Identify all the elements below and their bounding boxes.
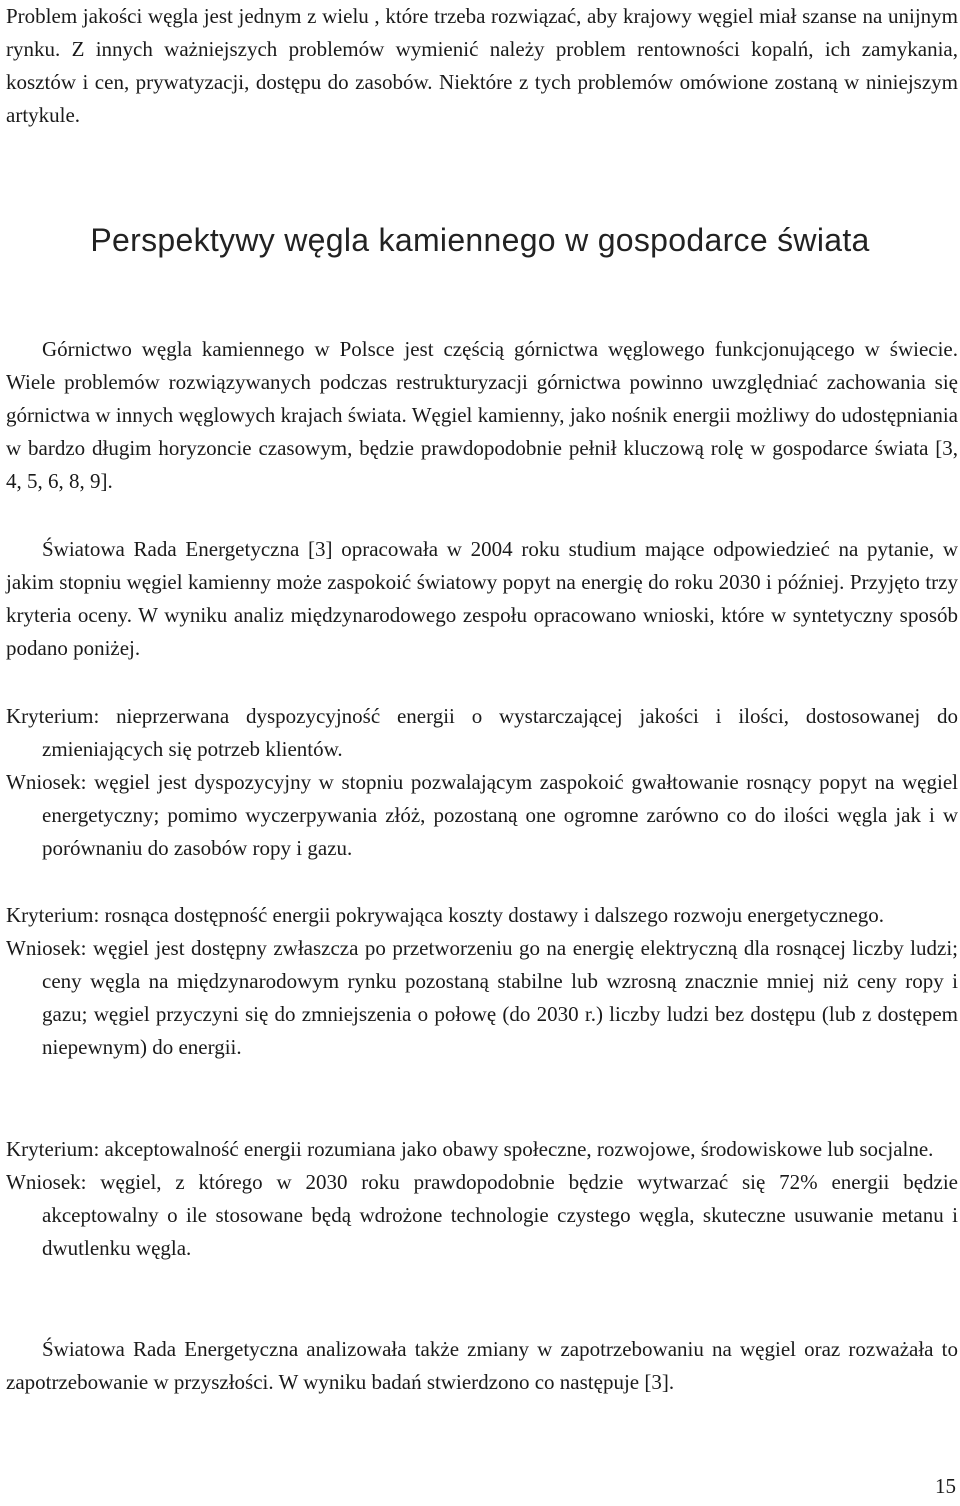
criterion-block-1 [6, 700, 958, 865]
page-number: 15 [935, 1474, 956, 1498]
intro-paragraph: Problem jakości węgla jest jednym z wielu , które trzeba rozwiązać, aby krajowy węgiel miał szanse na unijnym rynku. Z innych ważniejszych problemów wymienić należy problem rentowności kopalń, ich zamykania, kosztów i cen, prywatyzacji, dostępu do zasobów. Niektóre z tych problemów omówione zostaną w niniejszym artykule. [6, 4, 958, 127]
body-paragraph-1: Górnictwo węgla kamiennego w Polsce jest częścią górnictwa węglowego funkcjonującego w świecie. Wiele problemów rozwiązywanych podczas restrukturyzacji górnictwa powinno uwzględniać zachowania się górnictwa w innych węglowych krajach świata. Węgiel kamienny, jako nośnik energii możliwy do udostępniania w bardzo długim horyzoncie czasowym, będzie prawdopodobnie pełnił kluczową rolę w gospodarce świata [3, 4, 5, 6, 8, 9]. [6, 337, 958, 493]
conclusion-text: Wniosek: węgiel jest dostępny zwłaszcza po przetworzeniu go na energię elektryczną dla rosnącej liczby ludzi; ceny węgla na międzynarodowym rynku pozostaną stabilne lub wzrosną znacznie mniej niż ceny ropy i gazu; węgiel przyczyni się do zmniejszenia o połowę (do 2030 r.) liczby ludzi bez dostępu (lub z dostępem niepewnym) do energii. [6, 936, 958, 1059]
conclusion-text: Wniosek: węgiel jest dyspozycyjny w stopniu pozwalającym zaspokoić gwałtowanie rosnący popyt na węgiel energetyczny; pomimo wyczerpywania złóż, pozostaną one ogromne zarówno co do ilości węgla jak i w porównaniu do zasobów ropy i gazu. [6, 770, 958, 860]
section-title: Perspektywy węgla kamiennego w gospodarce świata [90, 222, 870, 258]
criterion-text: Kryterium: nieprzerwana dyspozycyjność energii o wystarczającej jakości i ilości, dostosowanej do zmieniających się potrzeb klientów. [6, 704, 958, 761]
criterion-block-2 [6, 899, 958, 1064]
criterion-block-3 [6, 1133, 958, 1265]
conclusion-text: Wniosek: węgiel, z którego w 2030 roku prawdopodobnie będzie wytwarzać się 72% energii będzie akceptowalny o ile stosowane będą wdrożone technologie czystego węgla, skuteczne usuwanie metanu i dwutlenku węgla. [6, 1170, 958, 1260]
criterion-text: Kryterium: akceptowalność energii rozumiana jako obawy społeczne, rozwojowe, środowiskowe lub socjalne. [6, 1137, 934, 1161]
criterion-text: Kryterium: rosnąca dostępność energii pokrywająca koszty dostawy i dalszego rozwoju energetycznego. [6, 903, 885, 927]
closing-paragraph: Światowa Rada Energetyczna analizowała także zmiany w zapotrzebowaniu na węgiel oraz rozważała to zapotrzebowanie w przyszłości. W wyniku badań stwierdzono co następuje [3]. [6, 1337, 958, 1394]
body-paragraph-2: Światowa Rada Energetyczna [3] opracowała w 2004 roku studium mające odpowiedzieć na pytanie, w jakim stopniu węgiel kamienny może zaspokoić światowy popyt na energię do roku 2030 i później. Przyjęto trzy kryteria oceny. W wyniku analiz międzynarodowego zespołu opracowano wnioski, które w syntetyczny sposób podano poniżej. [6, 537, 958, 660]
